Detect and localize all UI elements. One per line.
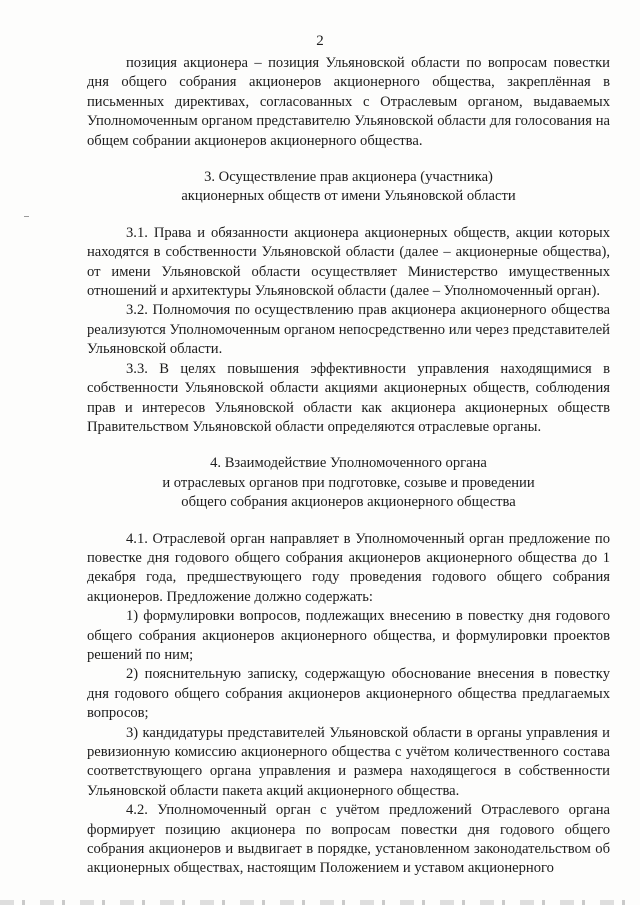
section-4-heading: [87, 454, 610, 512]
paragraph-3-2: 3.2. Полномочия по осуществлению прав акционера акционерного общества реализуются Уполномоченным органом непосредственно или через представителей Ульяновской области.: [87, 302, 610, 358]
section-4-title-line-2: и отраслевых органов при подготовке, созыве и проведении: [162, 474, 535, 491]
list-item: 3) кандидатуры представителей Ульяновской области в органы управления и ревизионную комиссию акционерного общества с учётом количественного состава соответствующего органа управления и размера находящегося в собственности Ульяновской области пакета акций акционерного общества.: [87, 724, 610, 799]
section-3-title-line-2: акционерных обществ от имени Ульяновской области: [181, 188, 516, 205]
intro-paragraph: позиция акционера – позиция Ульяновской области по вопросам повестки дня общего собрания акционеров акционерного общества, закреплённая в письменных директивах, согласованных с Отраслевым органом, выдаваемых Уполномоченным органом представителю Ульяновской области для голосования на общем собрании акционеров акционерного общества.: [87, 55, 610, 149]
section-4-title-line-3: общего собрания акционеров акционерного общества: [181, 494, 516, 511]
section-4-title-line-1: 4. Взаимодействие Уполномоченного органа: [210, 455, 487, 472]
paragraph-4-2: 4.2. Уполномоченный орган с учётом предложений Отраслевого органа формирует позицию акционера по вопросам повестки дня годового общего собрания акционеров и выдвигает в порядке, установленном законодательством об акционерных обществах, настоящим Положением и уставом акционерного: [87, 802, 610, 877]
section-3-heading: [87, 168, 610, 207]
paragraph-3-1: 3.1. Права и обязанности акционера акционерных обществ, акции которых находятся в собственности Ульяновской области (далее – акционерные общества), от имени Ульяновской области осуществляет Министерство имущественных отношений и архитектуры Ульяновской области (далее – Уполномоченный орган).: [87, 224, 610, 300]
document-body: [87, 54, 610, 879]
paragraph-4-1: 4.1. Отраслевой орган направляет в Уполномоченный орган предложение по повестке дня годового общего собрания акционеров акционерного общества до 1 декабря года, предшествующего году проведения годового общего собрания акционеров. Предложение должно содержать:: [87, 530, 610, 605]
scan-speck: [24, 216, 29, 217]
list-item: 2) пояснительную записку, содержащую обоснование внесения в повестку дня годового общего собрания акционеров акционерного общества предлагаемых вопросов;: [87, 666, 610, 722]
page-number: 2: [316, 33, 324, 49]
list-item: 1) формулировки вопросов, подлежащих внесению в повестку дня годового общего собрания акционеров акционерного общества, и формулировки проектов решений по ним;: [87, 608, 610, 663]
paragraph-3-3: 3.3. В целях повышения эффективности управления находящимися в собственности Ульяновской области акциями акционерных обществ, соблюдения прав и интересов Ульяновской области как акционера акционерных обществ Правительством Ульяновской области определяются отраслевые органы.: [87, 360, 610, 435]
section-3-title-line-1: 3. Осуществление прав акционера (участника): [204, 169, 493, 186]
scan-edge-noise: [0, 900, 640, 905]
